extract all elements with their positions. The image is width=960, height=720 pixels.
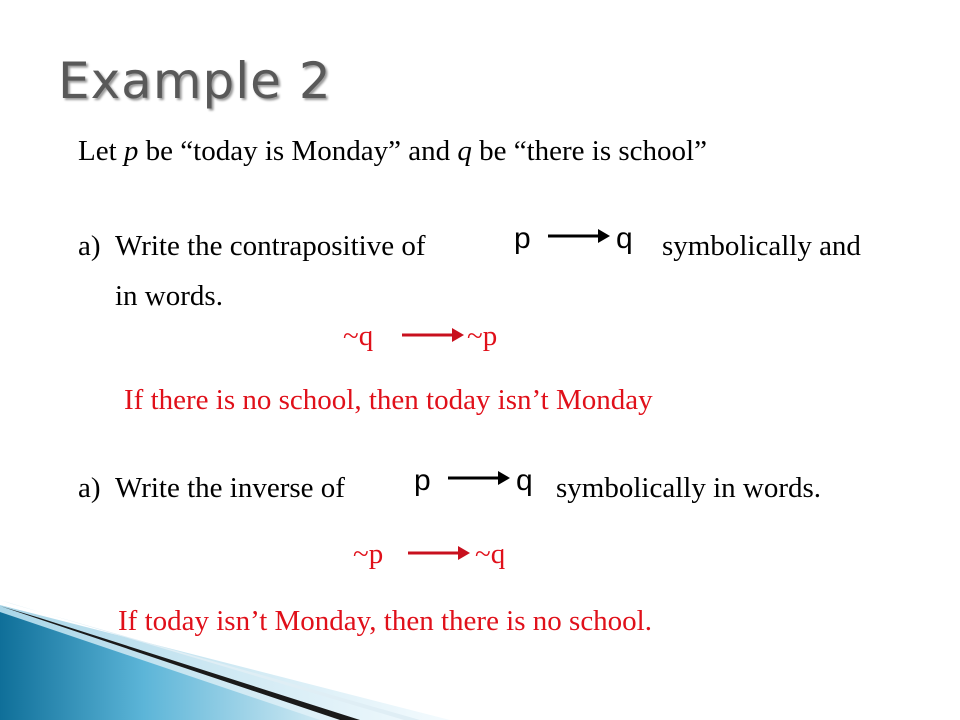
part2-q: q <box>516 464 533 497</box>
part1-implies-arrow-icon <box>546 226 612 246</box>
intro-let: Let <box>78 135 117 167</box>
part1-answer-right: ~p <box>467 320 498 352</box>
part1-p: p <box>514 222 531 255</box>
part2-question-start: Write the inverse of <box>115 472 345 504</box>
part1-answer-words: If there is no school, then today isn’t Monday <box>124 384 653 416</box>
intro-be-first: be “today is Monday” and <box>145 135 451 167</box>
part2-question-end: symbolically in words. <box>556 472 822 504</box>
part1-label: a) <box>78 230 101 262</box>
intro-line <box>78 135 707 168</box>
part1-answer-left: ~q <box>343 320 374 352</box>
part2-answer-left: ~p <box>353 538 384 570</box>
part1-question-end: symbolically and <box>662 230 861 262</box>
part2-label: a) <box>78 472 101 504</box>
part2-answer-right: ~q <box>475 538 506 570</box>
slide-title: Example 2 <box>58 52 332 110</box>
part1-question-start: Write the contrapositive of <box>115 230 426 262</box>
part2-answer-arrow-icon <box>406 543 472 563</box>
part1-q: q <box>616 222 633 255</box>
part2-implies-arrow-icon <box>446 468 512 488</box>
intro-be-second: be “there is school” <box>479 135 707 167</box>
part2-p: p <box>414 464 431 497</box>
part1-answer-arrow-icon <box>400 325 466 345</box>
intro-q: q <box>457 135 472 167</box>
intro-p: p <box>123 135 139 167</box>
part2-answer-words: If today isn’t Monday, then there is no school. <box>118 605 652 637</box>
part1-question-cont: in words. <box>115 280 223 312</box>
